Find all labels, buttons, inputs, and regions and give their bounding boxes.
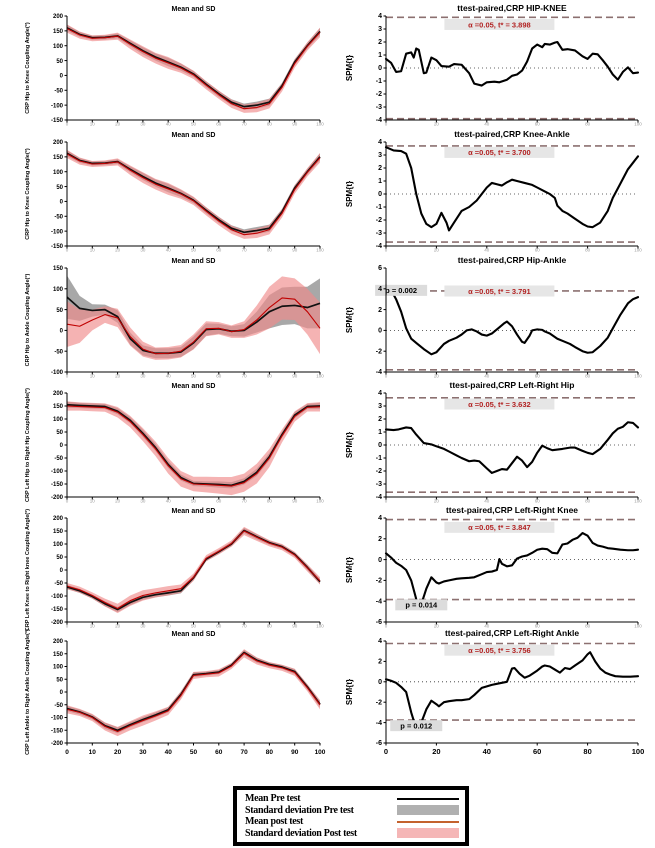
mean-sd-chart-hip-ankle bbox=[15, 254, 330, 378]
svg-text:α =0.05, t* = 3.898: α =0.05, t* = 3.898 bbox=[468, 20, 531, 30]
svg-text:ttest-paired,CRP HIP-KNEE: ttest-paired,CRP HIP-KNEE bbox=[457, 3, 567, 13]
svg-text:Mean and SD: Mean and SD bbox=[171, 132, 216, 139]
svg-text:40: 40 bbox=[165, 121, 171, 127]
svg-text:0: 0 bbox=[384, 623, 388, 629]
svg-text:0: 0 bbox=[59, 73, 63, 80]
svg-text:0: 0 bbox=[65, 247, 69, 253]
svg-text:-2: -2 bbox=[375, 468, 382, 476]
svg-text:CRP Left Ankle to Right Ankle: CRP Left Ankle to Right Ankle Coupling Angle(°) bbox=[25, 629, 31, 755]
svg-text:70: 70 bbox=[241, 623, 247, 629]
svg-text:50: 50 bbox=[190, 498, 197, 504]
svg-text:30: 30 bbox=[140, 247, 146, 253]
svg-text:80: 80 bbox=[266, 498, 272, 504]
svg-text:50: 50 bbox=[189, 749, 198, 756]
svg-text:4: 4 bbox=[378, 390, 382, 398]
svg-text:0: 0 bbox=[65, 373, 69, 379]
svg-text:-2: -2 bbox=[375, 217, 382, 225]
svg-text:80: 80 bbox=[266, 121, 272, 127]
svg-text:30: 30 bbox=[140, 623, 146, 629]
svg-text:40: 40 bbox=[484, 121, 490, 127]
svg-text:CRP Left Hip to Right Hip Coup: CRP Left Hip to Right Hip Coupling Angle(°) bbox=[25, 387, 31, 503]
svg-text:100: 100 bbox=[634, 247, 642, 253]
svg-text:0: 0 bbox=[384, 121, 388, 127]
svg-text:20: 20 bbox=[433, 247, 439, 253]
svg-text:α =0.05, t* = 3.847: α =0.05, t* = 3.847 bbox=[468, 523, 531, 533]
svg-text:80: 80 bbox=[585, 121, 591, 127]
legend-item bbox=[245, 793, 459, 804]
svg-text:10: 10 bbox=[89, 373, 95, 379]
svg-text:-100: -100 bbox=[50, 715, 63, 722]
svg-text:10: 10 bbox=[89, 121, 95, 127]
svg-text:6: 6 bbox=[378, 265, 382, 273]
svg-text:50: 50 bbox=[190, 247, 197, 253]
svg-text:100: 100 bbox=[634, 121, 642, 127]
svg-text:0: 0 bbox=[65, 498, 69, 504]
svg-text:40: 40 bbox=[165, 623, 171, 629]
svg-text:2: 2 bbox=[378, 165, 382, 173]
svg-text:SPM{t}: SPM{t} bbox=[345, 431, 354, 459]
svg-text:100: 100 bbox=[316, 373, 324, 379]
svg-text:-1: -1 bbox=[375, 78, 382, 86]
svg-text:60: 60 bbox=[534, 373, 540, 379]
svg-text:0: 0 bbox=[65, 623, 69, 629]
svg-text:CRP Hip to Knee Coupling Angle: CRP Hip to Knee Coupling Angle(°) bbox=[25, 148, 31, 240]
svg-text:0: 0 bbox=[59, 328, 63, 335]
svg-text:0: 0 bbox=[378, 556, 382, 564]
spm-chart-left-right-knee bbox=[342, 504, 652, 628]
svg-text:60: 60 bbox=[534, 247, 540, 253]
svg-text:-1: -1 bbox=[375, 455, 382, 463]
legend-item bbox=[245, 828, 459, 839]
svg-text:-1: -1 bbox=[375, 204, 382, 212]
svg-text:Mean and SD: Mean and SD bbox=[171, 383, 216, 390]
svg-text:α =0.05, t* = 3.756: α =0.05, t* = 3.756 bbox=[468, 645, 531, 655]
svg-text:0: 0 bbox=[59, 568, 63, 575]
svg-text:10: 10 bbox=[88, 749, 96, 756]
legend-box bbox=[233, 786, 469, 846]
svg-text:100: 100 bbox=[52, 417, 63, 424]
svg-text:20: 20 bbox=[115, 373, 121, 379]
svg-text:4: 4 bbox=[378, 13, 382, 21]
svg-text:-3: -3 bbox=[375, 104, 382, 112]
svg-text:90: 90 bbox=[292, 247, 298, 253]
svg-text:60: 60 bbox=[215, 749, 223, 756]
svg-text:CRP Hip to Ankle Coupling Angl: CRP Hip to Ankle Coupling Angle(°) bbox=[25, 273, 31, 367]
svg-text:20: 20 bbox=[433, 373, 439, 379]
svg-text:Mean and SD: Mean and SD bbox=[171, 631, 216, 638]
svg-text:0: 0 bbox=[384, 247, 388, 253]
spm-chart-knee-ankle bbox=[342, 128, 652, 252]
svg-text:70: 70 bbox=[241, 373, 247, 379]
svg-text:80: 80 bbox=[266, 373, 272, 379]
svg-text:10: 10 bbox=[89, 498, 95, 504]
svg-text:0: 0 bbox=[383, 747, 389, 756]
svg-text:70: 70 bbox=[241, 498, 247, 504]
svg-text:150: 150 bbox=[52, 29, 63, 36]
svg-text:-200: -200 bbox=[50, 741, 63, 748]
svg-text:-100: -100 bbox=[50, 103, 63, 110]
svg-text:α =0.05, t* = 3.632: α =0.05, t* = 3.632 bbox=[468, 399, 531, 409]
svg-text:-150: -150 bbox=[50, 607, 63, 614]
mean-sd-chart-left-right-ankle bbox=[15, 627, 330, 760]
legend-label-sd-pre: Standard deviation Pre test bbox=[245, 804, 354, 816]
svg-text:60: 60 bbox=[216, 247, 222, 253]
svg-text:100: 100 bbox=[316, 623, 324, 629]
svg-text:-50: -50 bbox=[54, 581, 63, 588]
svg-text:-3: -3 bbox=[375, 230, 382, 238]
svg-text:4: 4 bbox=[378, 286, 382, 293]
svg-text:2: 2 bbox=[378, 416, 382, 424]
svg-text:60: 60 bbox=[216, 623, 222, 629]
legend-label-mean-post: Mean post test bbox=[245, 816, 304, 828]
svg-text:-50: -50 bbox=[54, 88, 63, 95]
svg-text:-4: -4 bbox=[375, 598, 382, 606]
svg-text:-100: -100 bbox=[50, 229, 63, 236]
svg-text:100: 100 bbox=[52, 43, 63, 50]
svg-text:p = 0.002: p = 0.002 bbox=[385, 286, 418, 296]
svg-text:100: 100 bbox=[52, 287, 63, 293]
svg-text:SPM{t}: SPM{t} bbox=[345, 306, 354, 334]
svg-text:Mean and SD: Mean and SD bbox=[171, 6, 216, 13]
svg-text:4: 4 bbox=[378, 139, 382, 147]
svg-text:-200: -200 bbox=[50, 495, 63, 502]
svg-text:200: 200 bbox=[52, 140, 63, 147]
spm-chart-left-right-hip bbox=[342, 379, 652, 503]
svg-text:3: 3 bbox=[378, 26, 382, 34]
svg-text:0: 0 bbox=[378, 679, 382, 686]
svg-text:20: 20 bbox=[115, 121, 121, 127]
legend-swatch-sd-pre-band bbox=[397, 805, 459, 815]
svg-text:20: 20 bbox=[433, 623, 439, 629]
svg-text:90: 90 bbox=[292, 623, 298, 629]
svg-text:-150: -150 bbox=[50, 118, 63, 125]
svg-text:Mean and SD: Mean and SD bbox=[171, 508, 216, 515]
svg-text:SPM{t}: SPM{t} bbox=[345, 678, 354, 706]
svg-text:ttest-paired,CRP Hip-Ankle: ttest-paired,CRP Hip-Ankle bbox=[457, 255, 567, 265]
svg-text:3: 3 bbox=[378, 403, 382, 411]
svg-text:80: 80 bbox=[583, 747, 592, 756]
svg-text:100: 100 bbox=[316, 498, 324, 504]
svg-text:-150: -150 bbox=[50, 482, 63, 489]
svg-text:-100: -100 bbox=[50, 594, 63, 601]
svg-text:50: 50 bbox=[56, 307, 63, 314]
svg-text:-50: -50 bbox=[54, 702, 63, 709]
svg-text:100: 100 bbox=[634, 373, 642, 379]
svg-text:80: 80 bbox=[585, 247, 591, 253]
svg-text:SPM{t}: SPM{t} bbox=[345, 180, 354, 208]
svg-text:90: 90 bbox=[291, 749, 299, 756]
svg-text:30: 30 bbox=[140, 121, 146, 127]
svg-text:-50: -50 bbox=[54, 349, 63, 356]
svg-text:20: 20 bbox=[433, 498, 439, 504]
svg-text:150: 150 bbox=[52, 155, 63, 162]
svg-text:-2: -2 bbox=[375, 577, 382, 585]
svg-text:CRP Hip to Knee Coupling Angle: CRP Hip to Knee Coupling Angle(°) bbox=[25, 22, 31, 114]
svg-text:80: 80 bbox=[585, 373, 591, 379]
svg-text:40: 40 bbox=[165, 498, 171, 504]
svg-text:30: 30 bbox=[140, 498, 146, 504]
svg-text:100: 100 bbox=[316, 121, 324, 127]
legend-label-mean-pre: Mean Pre test bbox=[245, 793, 301, 804]
svg-text:100: 100 bbox=[316, 247, 324, 253]
svg-text:-4: -4 bbox=[375, 369, 382, 377]
svg-text:50: 50 bbox=[190, 121, 197, 127]
svg-text:60: 60 bbox=[216, 498, 222, 504]
svg-text:2: 2 bbox=[378, 306, 382, 314]
mean-sd-chart-knee-ankle bbox=[15, 128, 330, 252]
svg-text:20: 20 bbox=[432, 747, 441, 756]
svg-text:CRP Left Knee to Right knee Co: CRP Left Knee to Right knee Coupling Angle(°) bbox=[25, 508, 31, 632]
svg-text:-2: -2 bbox=[375, 348, 382, 356]
svg-text:3: 3 bbox=[378, 152, 382, 160]
svg-text:-6: -6 bbox=[375, 740, 382, 748]
svg-text:-2: -2 bbox=[375, 91, 382, 99]
spm-chart-left-right-ankle bbox=[342, 627, 652, 760]
legend-swatch-mean-pre-line bbox=[397, 798, 459, 800]
svg-text:100: 100 bbox=[631, 747, 645, 756]
svg-text:0: 0 bbox=[65, 749, 69, 756]
svg-text:SPM{t}: SPM{t} bbox=[345, 54, 354, 82]
svg-text:-4: -4 bbox=[375, 117, 382, 125]
svg-text:200: 200 bbox=[52, 14, 63, 21]
svg-text:0: 0 bbox=[378, 191, 382, 199]
svg-text:80: 80 bbox=[265, 749, 274, 756]
svg-text:2: 2 bbox=[378, 39, 382, 47]
svg-text:0: 0 bbox=[59, 443, 63, 450]
svg-text:-4: -4 bbox=[375, 719, 382, 727]
svg-text:100: 100 bbox=[52, 542, 63, 549]
svg-text:2: 2 bbox=[378, 658, 382, 666]
svg-text:4: 4 bbox=[378, 638, 382, 646]
svg-text:Mean and SD: Mean and SD bbox=[171, 258, 216, 265]
svg-text:60: 60 bbox=[216, 121, 222, 127]
svg-text:90: 90 bbox=[292, 498, 298, 504]
svg-text:0: 0 bbox=[384, 498, 388, 504]
svg-text:80: 80 bbox=[585, 623, 591, 629]
svg-text:200: 200 bbox=[52, 391, 63, 398]
svg-text:ttest-paired,CRP Knee-Ankle: ttest-paired,CRP Knee-Ankle bbox=[454, 129, 570, 139]
svg-text:60: 60 bbox=[534, 121, 540, 127]
svg-text:p = 0.012: p = 0.012 bbox=[400, 721, 433, 731]
svg-text:150: 150 bbox=[52, 529, 63, 536]
svg-text:-4: -4 bbox=[375, 494, 382, 502]
svg-text:-2: -2 bbox=[375, 699, 382, 707]
svg-text:200: 200 bbox=[52, 639, 63, 646]
svg-text:10: 10 bbox=[89, 623, 95, 629]
svg-text:0: 0 bbox=[65, 121, 69, 127]
svg-text:-3: -3 bbox=[375, 481, 382, 489]
svg-text:40: 40 bbox=[164, 749, 172, 756]
svg-text:30: 30 bbox=[140, 373, 146, 379]
svg-text:20: 20 bbox=[115, 247, 121, 253]
svg-text:-150: -150 bbox=[50, 244, 63, 251]
svg-text:1: 1 bbox=[378, 52, 382, 60]
svg-text:40: 40 bbox=[165, 373, 171, 379]
svg-text:90: 90 bbox=[292, 121, 298, 127]
svg-text:40: 40 bbox=[482, 747, 491, 756]
svg-text:40: 40 bbox=[165, 247, 171, 253]
svg-text:100: 100 bbox=[314, 749, 326, 756]
svg-text:20: 20 bbox=[115, 623, 121, 629]
svg-text:20: 20 bbox=[433, 121, 439, 127]
svg-text:-6: -6 bbox=[375, 619, 382, 627]
svg-text:0: 0 bbox=[378, 442, 382, 450]
svg-text:60: 60 bbox=[216, 373, 222, 379]
svg-text:p = 0.014: p = 0.014 bbox=[405, 600, 438, 610]
svg-text:50: 50 bbox=[190, 373, 197, 379]
svg-text:SPM{t}: SPM{t} bbox=[345, 556, 354, 584]
svg-text:40: 40 bbox=[484, 373, 490, 379]
mean-sd-chart-left-right-hip bbox=[15, 379, 330, 503]
legend-item bbox=[245, 805, 459, 816]
svg-text:50: 50 bbox=[56, 677, 63, 684]
svg-text:150: 150 bbox=[52, 404, 63, 411]
svg-text:100: 100 bbox=[52, 664, 63, 671]
svg-text:ttest-paired,CRP Left-Right Kn: ttest-paired,CRP Left-Right Knee bbox=[445, 505, 579, 515]
svg-text:0: 0 bbox=[59, 199, 63, 206]
svg-text:50: 50 bbox=[56, 555, 63, 562]
svg-text:-150: -150 bbox=[50, 728, 63, 735]
mean-sd-chart-hip-knee bbox=[15, 2, 330, 126]
svg-text:50: 50 bbox=[190, 623, 197, 629]
legend-swatch-sd-post-band bbox=[397, 828, 459, 838]
svg-text:80: 80 bbox=[266, 247, 272, 253]
svg-text:40: 40 bbox=[484, 498, 490, 504]
svg-text:-100: -100 bbox=[50, 370, 63, 377]
legend-item bbox=[245, 816, 459, 827]
svg-text:100: 100 bbox=[634, 623, 642, 629]
svg-text:10: 10 bbox=[89, 247, 95, 253]
svg-text:80: 80 bbox=[585, 498, 591, 504]
svg-text:60: 60 bbox=[533, 747, 542, 756]
svg-text:60: 60 bbox=[534, 498, 540, 504]
svg-text:0: 0 bbox=[59, 690, 63, 697]
svg-text:60: 60 bbox=[534, 623, 540, 629]
svg-text:ttest-paired,CRP Left-Right Hi: ttest-paired,CRP Left-Right Hip bbox=[449, 380, 575, 390]
svg-text:0: 0 bbox=[378, 65, 382, 73]
svg-text:2: 2 bbox=[378, 536, 382, 543]
svg-text:200: 200 bbox=[52, 516, 63, 523]
svg-text:-100: -100 bbox=[50, 469, 63, 476]
svg-text:α =0.05, t* = 3.791: α =0.05, t* = 3.791 bbox=[468, 286, 531, 296]
svg-text:4: 4 bbox=[378, 515, 382, 523]
svg-text:70: 70 bbox=[241, 247, 247, 253]
spm-chart-hip-knee bbox=[342, 2, 652, 126]
svg-text:150: 150 bbox=[52, 651, 63, 658]
svg-text:-4: -4 bbox=[375, 243, 382, 251]
svg-text:80: 80 bbox=[266, 623, 272, 629]
svg-text:40: 40 bbox=[484, 623, 490, 629]
spm-chart-hip-ankle bbox=[342, 254, 652, 378]
svg-text:90: 90 bbox=[292, 373, 298, 379]
svg-text:70: 70 bbox=[241, 121, 247, 127]
svg-text:20: 20 bbox=[115, 498, 121, 504]
mean-sd-chart-left-right-knee bbox=[15, 504, 330, 632]
svg-text:-50: -50 bbox=[54, 214, 63, 221]
svg-text:20: 20 bbox=[113, 749, 122, 756]
svg-text:1: 1 bbox=[378, 429, 382, 437]
svg-text:70: 70 bbox=[240, 749, 248, 756]
svg-text:ttest-paired,CRP Left-Right An: ttest-paired,CRP Left-Right Ankle bbox=[444, 628, 580, 638]
svg-text:50: 50 bbox=[56, 58, 63, 65]
svg-text:α =0.05, t* = 3.700: α =0.05, t* = 3.700 bbox=[468, 148, 531, 158]
svg-text:-50: -50 bbox=[54, 456, 63, 463]
legend-swatch-mean-post-line bbox=[397, 821, 459, 823]
svg-text:0: 0 bbox=[384, 373, 388, 379]
svg-text:30: 30 bbox=[139, 749, 147, 756]
svg-text:40: 40 bbox=[484, 247, 490, 253]
svg-text:100: 100 bbox=[52, 169, 63, 176]
svg-text:1: 1 bbox=[378, 178, 382, 186]
svg-text:50: 50 bbox=[56, 430, 63, 437]
svg-text:100: 100 bbox=[634, 498, 642, 504]
svg-text:50: 50 bbox=[56, 184, 63, 191]
svg-text:0: 0 bbox=[378, 327, 382, 335]
svg-text:-200: -200 bbox=[50, 620, 63, 627]
svg-text:150: 150 bbox=[52, 266, 63, 273]
legend-label-sd-post: Standard deviation Post test bbox=[245, 827, 357, 839]
